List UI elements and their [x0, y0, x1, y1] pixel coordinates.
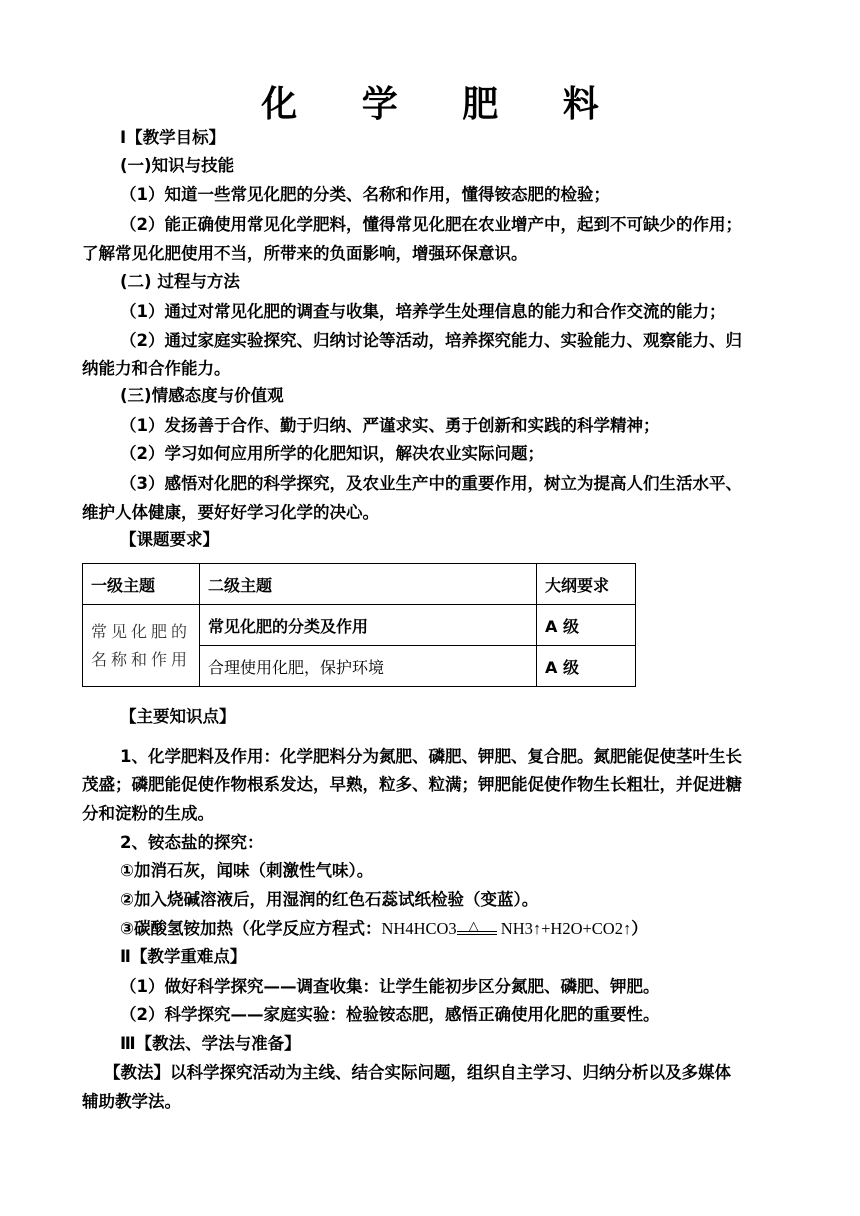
paragraph-line: （2）通过家庭实验探究、归纳讨论等活动，培养探究能力、实验能力、观察能力、归 — [120, 331, 742, 350]
paragraph-line: （2）科学探究——家庭实验：检验铵态肥，感悟正确使用化肥的重要性。 — [120, 1005, 660, 1024]
paragraph-line: 了解常见化肥使用不当，所带来的负面影响，增强环保意识。 — [82, 244, 528, 263]
table-header-row — [83, 564, 636, 605]
section-heading-knowledge: 【主要知识点】 — [120, 707, 236, 726]
reaction-equation-line — [120, 918, 648, 940]
paragraph-line: （1）通过对常见化肥的调查与收集，培养学生处理信息的能力和合作交流的能力； — [120, 302, 726, 321]
paragraph-line: 分和淀粉的生成。 — [82, 804, 214, 823]
section-heading-key-points: Ⅱ【教学重难点】 — [120, 947, 247, 966]
paragraph-line: 茂盛；磷肥能促使作物根系发达，早熟，粒多、粒满；钾肥能促使作物生长粗壮，并促进糖 — [82, 775, 742, 794]
paragraph-line: 2、铵态盐的探究： — [120, 833, 264, 852]
section-heading-requirements: 【课题要求】 — [120, 530, 219, 549]
paragraph-line: 1、化学肥料及作用：化学肥料分为氮肥、磷肥、钾肥、复合肥。氮肥能促使茎叶生长 — [120, 747, 742, 766]
equation-suffix: ） — [631, 919, 648, 938]
paragraph-line: （1）发扬善于合作、勤于归纳、严谨求实、勇于创新和实践的科学精神； — [120, 416, 660, 435]
paragraph-line: （2）学习如何应用所学的化肥知识，解决农业实际问题； — [120, 444, 544, 463]
equals-bar — [457, 931, 497, 932]
equals-bar — [457, 934, 497, 935]
paragraph-line: （2）能正确使用常见化学肥料，懂得常见化肥在农业增产中，起到不可缺少的作用； — [120, 215, 742, 234]
table-cell-level: A 级 — [537, 605, 636, 646]
paragraph-line: （1）做好科学探究——调查收集：让学生能初步区分氮肥、磷肥、钾肥。 — [120, 977, 660, 996]
table-header-cell: 一级主题 — [83, 564, 200, 605]
paragraph-line: （1）知道一些常见化肥的分类、名称和作用，懂得铵态肥的检验； — [120, 185, 610, 204]
equation-products: NH3↑+H2O+CO2↑ — [496, 919, 632, 938]
table-header-cell: 大纲要求 — [537, 564, 636, 605]
section-heading-methods: Ⅲ【教法、学法与准备】 — [120, 1034, 301, 1053]
table-row — [83, 605, 636, 646]
requirements-table — [82, 563, 636, 687]
subheading-attitude-values: (三)情感态度与价值观 — [120, 386, 284, 405]
paragraph-line: ①加消石灰，闻味（刺激性气味）。 — [120, 861, 374, 880]
paragraph-line: （3）感悟对化肥的科学探究，及农业生产中的重要作用，树立为提高人们生活水平、 — [120, 474, 742, 493]
table-cell-level: A 级 — [537, 646, 636, 687]
heating-condition-symbol — [457, 918, 497, 940]
paragraph-line: ②加入烧碱溶液后，用湿润的红色石蕊试纸检验（变蓝）。 — [120, 890, 539, 909]
table-cell-topic2: 合理使用化肥，保护环境 — [200, 646, 537, 687]
table-header-cell: 二级主题 — [200, 564, 537, 605]
paragraph-line: 维护人体健康，要好好学习化学的决心。 — [82, 503, 379, 522]
page-title: 化 学 肥 料 — [261, 84, 625, 125]
equation-reactant: NH4HCO3 — [381, 919, 457, 938]
table-cell-topic2: 常见化肥的分类及作用 — [200, 605, 537, 646]
table-cell-topic1: 常见化肥的名称和作用 — [83, 605, 200, 687]
subheading-process-method: (二) 过程与方法 — [120, 272, 240, 291]
section-heading-objectives: Ⅰ【教学目标】 — [120, 128, 226, 147]
paragraph-line: 纳能力和合作能力。 — [82, 359, 231, 378]
heat-triangle-icon: △ — [468, 919, 479, 934]
paragraph-line: 【教法】以科学探究活动为主线、结合实际问题，组织自主学习、归纳分析以及多媒体 — [104, 1063, 731, 1082]
paragraph-line: 辅助教学法。 — [82, 1092, 181, 1111]
equation-prefix: ③碳酸氢铵加热（化学反应方程式： — [120, 919, 382, 938]
subheading-knowledge-skills: (一)知识与技能 — [120, 156, 235, 175]
